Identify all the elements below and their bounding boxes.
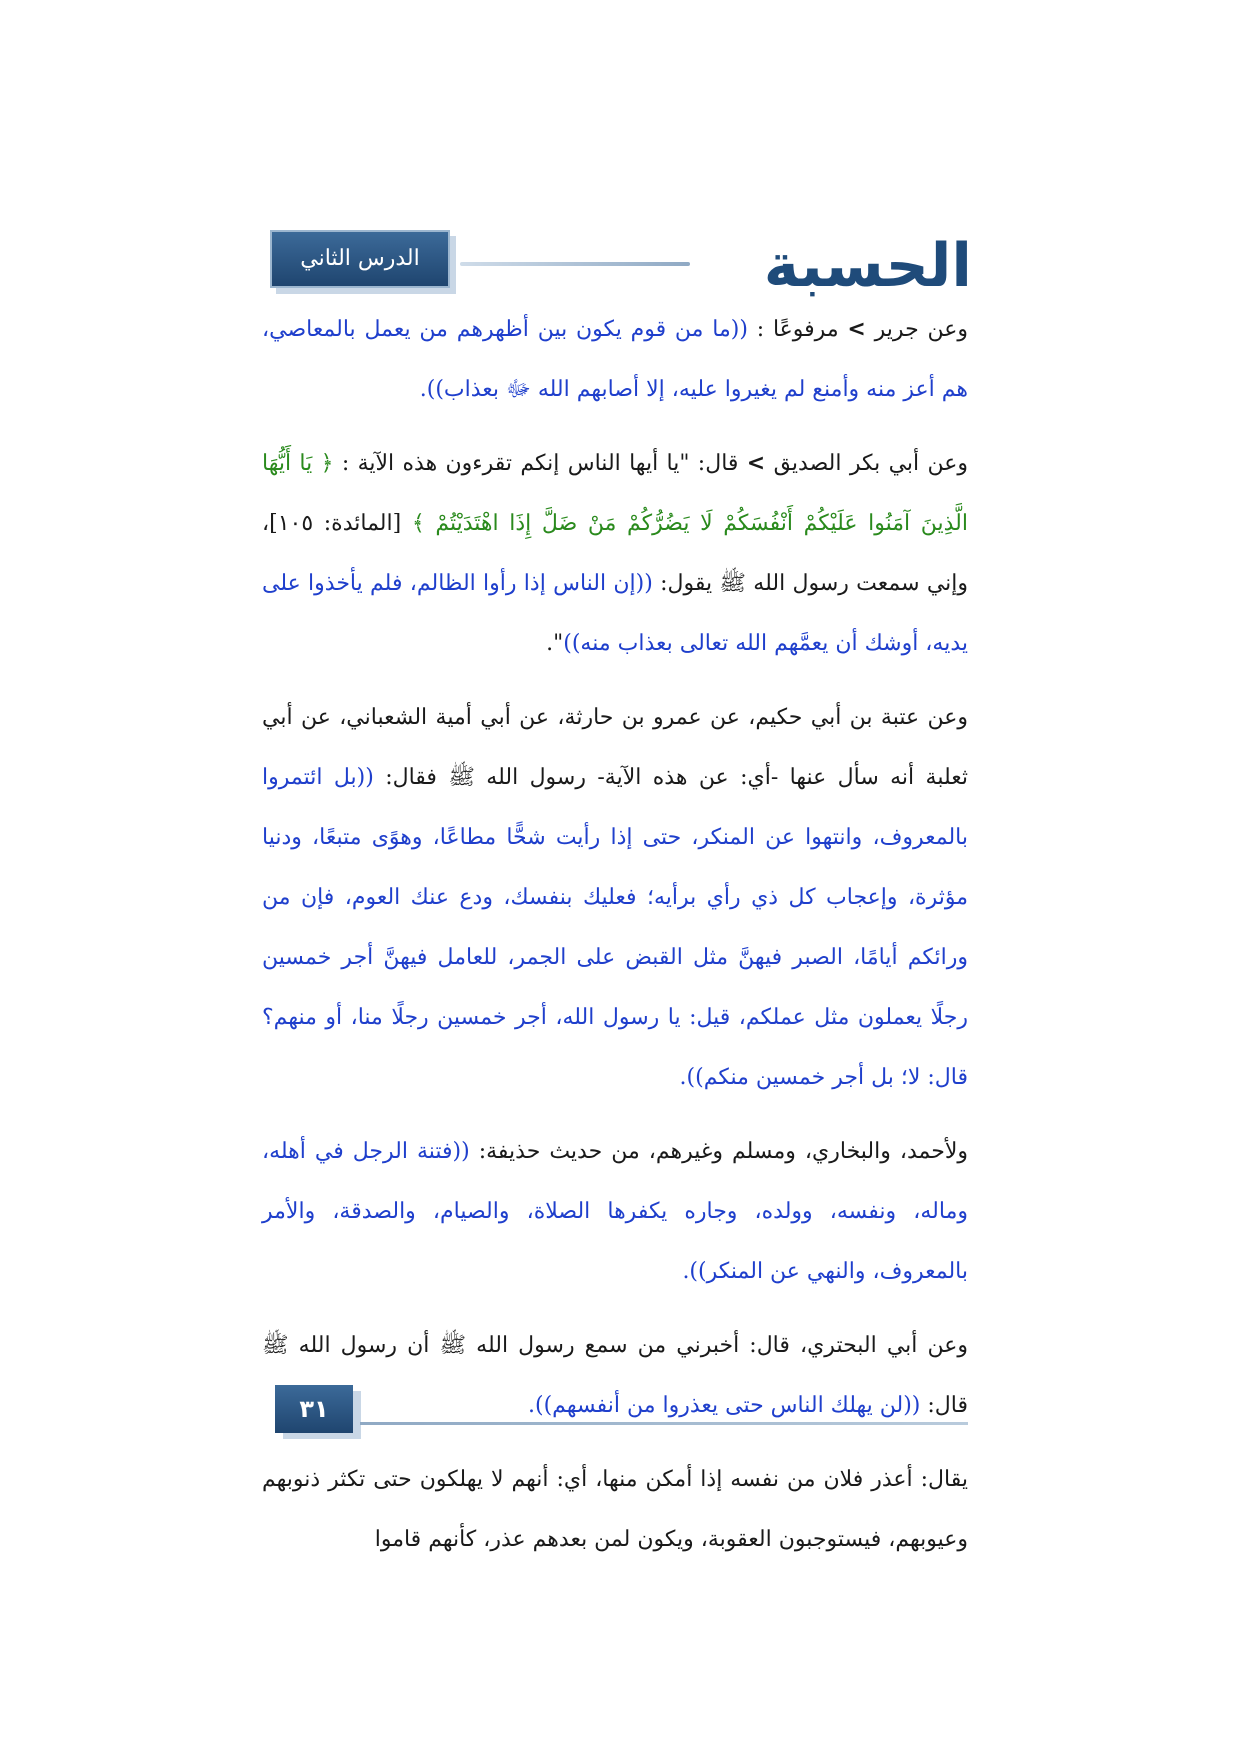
paragraph-explanation — [262, 1450, 968, 1570]
body-text — [262, 300, 968, 1584]
intro-text: وعن عتبة بن أبي حكيم، عن عمرو بن حارثة، عن أبي أمية الشعباني، عن أبي ثعلبة أنه سأل عنها -أي: عن هذه الآية- رسول الله ﷺ فقال: — [262, 705, 968, 790]
hadith-quote: ((إن الناس إذا رأوا الظالم، فلم يأخذوا على يديه، أوشك أن يعمَّهم الله تعالى بعذاب منه)) — [262, 571, 968, 656]
arrow-glyph: > — [847, 317, 866, 342]
intro-text: وإني سمعت رسول الله ﷺ يقول: — [660, 571, 969, 596]
hadith-quote: ((فتنة الرجل في أهله، وماله، ونفسه، وولده، وجاره يكفرها الصلاة، والصيام، والصدقة، والأمر بالمعروف، والنهي عن المنكر)). — [262, 1139, 968, 1284]
intro-text: قال: "يا أيها الناس إنكم تقرءون هذه الآية : — [341, 451, 739, 476]
hadith-quote: ((بل ائتمروا بالمعروف، وانتهوا عن المنكر، حتى إذا رأيت شحًّا مطاعًا، وهوًى متبعًا، ودنيا مؤثرة، وإعجاب كل ذي رأي برأيه؛ فعليك بنفسك، ودع عنك العوم، فإن من ورائكم أيامًا، الصبر فيهنَّ مثل القبض على الجمر، للعامل فيهنَّ أجر خمسين رجلًا يعملون مثل عملكم، قيل: يا رسول الله، أجر خمسين رجلًا منا، أو منهم؟ قال: لا؛ بل أجر خمسين منكم)). — [262, 765, 968, 1090]
verse-reference: [المائدة: ١٠٥]، — [262, 511, 402, 536]
closing-text: ". — [546, 631, 564, 656]
hadith-quote: ((ما من قوم يكون بين أظهرهم من يعمل بالمعاصي، هم أعز منه وأمنع لم يغيروا عليه، إلا أصابهم الله ﷻ بعذاب)). — [262, 317, 968, 402]
paragraph-abu-thalaba — [262, 688, 968, 1108]
paragraph-bakhtari — [262, 1316, 968, 1436]
intro-text: وعن أبي بكر الصديق — [773, 451, 968, 476]
page-number: ٣١ — [275, 1385, 353, 1433]
quran-verse: ﴿ يَا أَيُّهَا الَّذِينَ آمَنُوا عَلَيْكُمْ أَنْفُسَكُمْ لَا يَضُرُّكُمْ مَنْ ضَلَّ إِذَا اهْتَدَيْتُمْ ﴾ — [262, 451, 968, 536]
header-divider — [460, 262, 690, 266]
intro-text: مرفوعًا : — [756, 317, 839, 342]
paragraph-hudhayfa — [262, 1122, 968, 1302]
paragraph-abu-bakr — [262, 434, 968, 674]
chapter-title: الحسبة — [763, 231, 972, 301]
intro-text: وعن أبي البحتري، قال: أخبرني من سمع رسول الله ﷺ أن رسول الله ﷺ قال: — [262, 1333, 968, 1418]
footer-divider — [360, 1422, 968, 1425]
intro-text: وعن جرير — [874, 317, 968, 342]
hadith-quote: ((لن يهلك الناس حتى يعذروا من أنفسهم)). — [528, 1393, 921, 1418]
paragraph-jarir — [262, 300, 968, 420]
intro-text: ولأحمد، والبخاري، ومسلم وغيرهم، من حديث حذيفة: — [478, 1139, 968, 1164]
lesson-badge: الدرس الثاني — [270, 230, 450, 288]
arrow-glyph: > — [746, 451, 766, 476]
body-text-run: يقال: أعذر فلان من نفسه إذا أمكن منها، أي: أنهم لا يهلكون حتى تكثر ذنوبهم وعيوبهم، فيستوجبون العقوبة، ويكون لمن بعدهم عذر، كأنهم قاموا — [262, 1467, 968, 1552]
